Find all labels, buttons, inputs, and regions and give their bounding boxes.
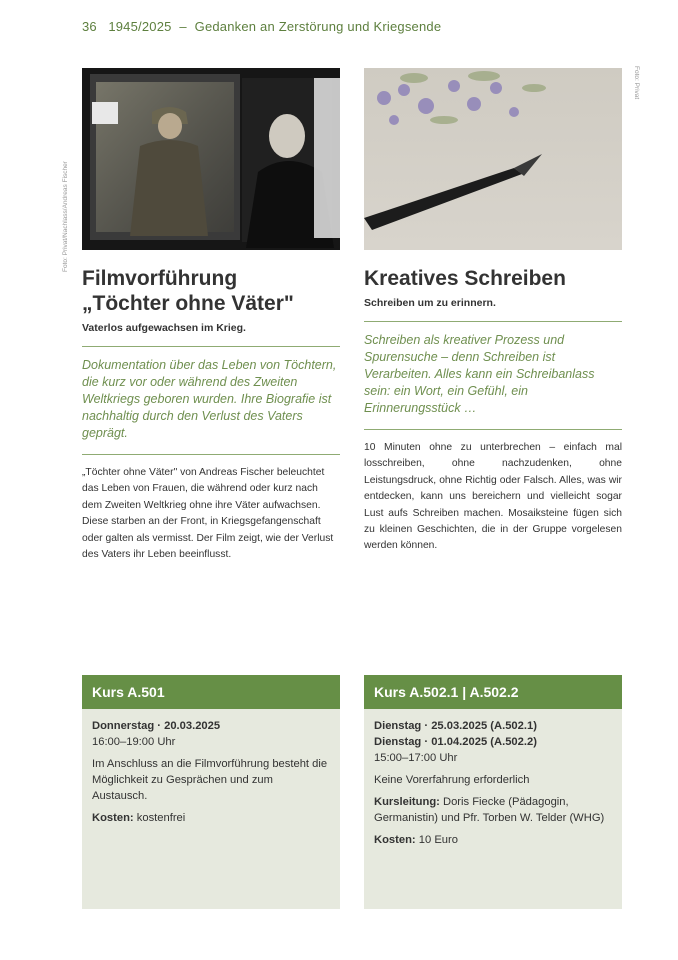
writing-photo xyxy=(364,68,622,250)
left-article xyxy=(82,68,340,563)
cost-value: kostenfrei xyxy=(136,812,186,824)
course-note: Keine Vorerfahrung erforderlich xyxy=(374,774,530,786)
cost-value: 10 Euro xyxy=(418,834,458,846)
film-title xyxy=(82,266,340,316)
header-title-left: 1945/2025 xyxy=(108,19,172,34)
writing-body: 10 Minuten ohne zu unterbrechen – einfach mal losschreiben, ohne nachzudenken, ohne Leistungsdruck, ohne Richtig oder Falsch. Alles, was wir entdecken, kann uns bereichern und vielleicht sogar Lust aufs Schreiben machen. Mosaiksteine fügen sich zu kleinen Geschichten, die in der Gruppe vorgelesen werden können. xyxy=(364,442,622,552)
lead-label: Kursleitung: xyxy=(374,796,440,808)
page-number: 36 xyxy=(82,19,97,34)
course-time: 15:00–17:00 Uhr xyxy=(374,752,458,764)
divider xyxy=(82,454,340,455)
cost-label: Kosten: xyxy=(374,834,416,846)
divider xyxy=(364,429,622,430)
photo-credit-left: Foto: Privat/Nachlass/Andreas Fischer xyxy=(62,161,69,272)
writing-title: Kreatives Schreiben xyxy=(364,267,566,290)
film-lead: Dokumentation über das Leben von Töchtern, die kurz vor oder während des Zweiten Weltkriegs geboren wurden. Ihre Biografie ist nachhaltig durch den Verlust des Vaters geprägt. xyxy=(82,358,337,440)
film-subtitle: Vaterlos aufgewachsen im Krieg. xyxy=(82,322,246,334)
divider xyxy=(364,321,622,322)
course-header: Kurs A.502.1 | A.502.2 xyxy=(364,675,622,709)
course-box-a502 xyxy=(364,675,622,909)
header-title-right: Gedanken an Zerstörung und Kriegsende xyxy=(194,19,442,34)
cost-label: Kosten: xyxy=(92,812,134,824)
header-separator: – xyxy=(179,19,187,34)
writing-lead: Schreiben als kreativer Prozess und Spurensuche – denn Schreiben ist Verarbeiten. Alles kann ein Schreibanlass sein: ein Wort, ein Gefühl, ein Erinnerungsstück … xyxy=(364,333,595,415)
lead-value: Doris Fiecke (Pädagogin, Germanistin) und Pfr. Torben W. Telder (WHG) xyxy=(374,796,605,824)
course-date: Donnerstag · 20.03.2025 xyxy=(92,720,221,732)
writing-subtitle: Schreiben um zu erinnern. xyxy=(364,297,496,309)
course-date-2: Dienstag · 01.04.2025 (A.502.2) xyxy=(374,736,537,748)
course-header: Kurs A.501 xyxy=(82,675,340,709)
film-title-line1: Filmvorführung xyxy=(82,267,238,290)
page-header xyxy=(82,19,441,34)
course-date-1: Dienstag · 25.03.2025 (A.502.1) xyxy=(374,720,537,732)
film-body: „Töchter ohne Väter" von Andreas Fischer beleuchtet das Leben von Frauen, die während oder kurz nach dem Zweiten Weltkrieg ohne ihre Väter aufwachsen. Diese starben an der Front, in Kriegsgefangenschaft oder galten als vermisst. Der Film zeigt, wie der Verlust des Vaters ihr Leben beeinflusst. xyxy=(82,467,334,561)
divider xyxy=(82,346,340,347)
course-time: 16:00–19:00 Uhr xyxy=(92,736,176,748)
right-article xyxy=(364,68,622,555)
photo-credit-right: Foto: Privat xyxy=(633,66,640,100)
course-note: Im Anschluss an die Filmvorführung besteht die Möglichkeit zu Gesprächen und zum Austausch. xyxy=(92,758,328,802)
course-box-a501 xyxy=(82,675,340,909)
film-photo xyxy=(82,68,340,250)
film-title-line2: „Töchter ohne Väter" xyxy=(82,292,294,315)
